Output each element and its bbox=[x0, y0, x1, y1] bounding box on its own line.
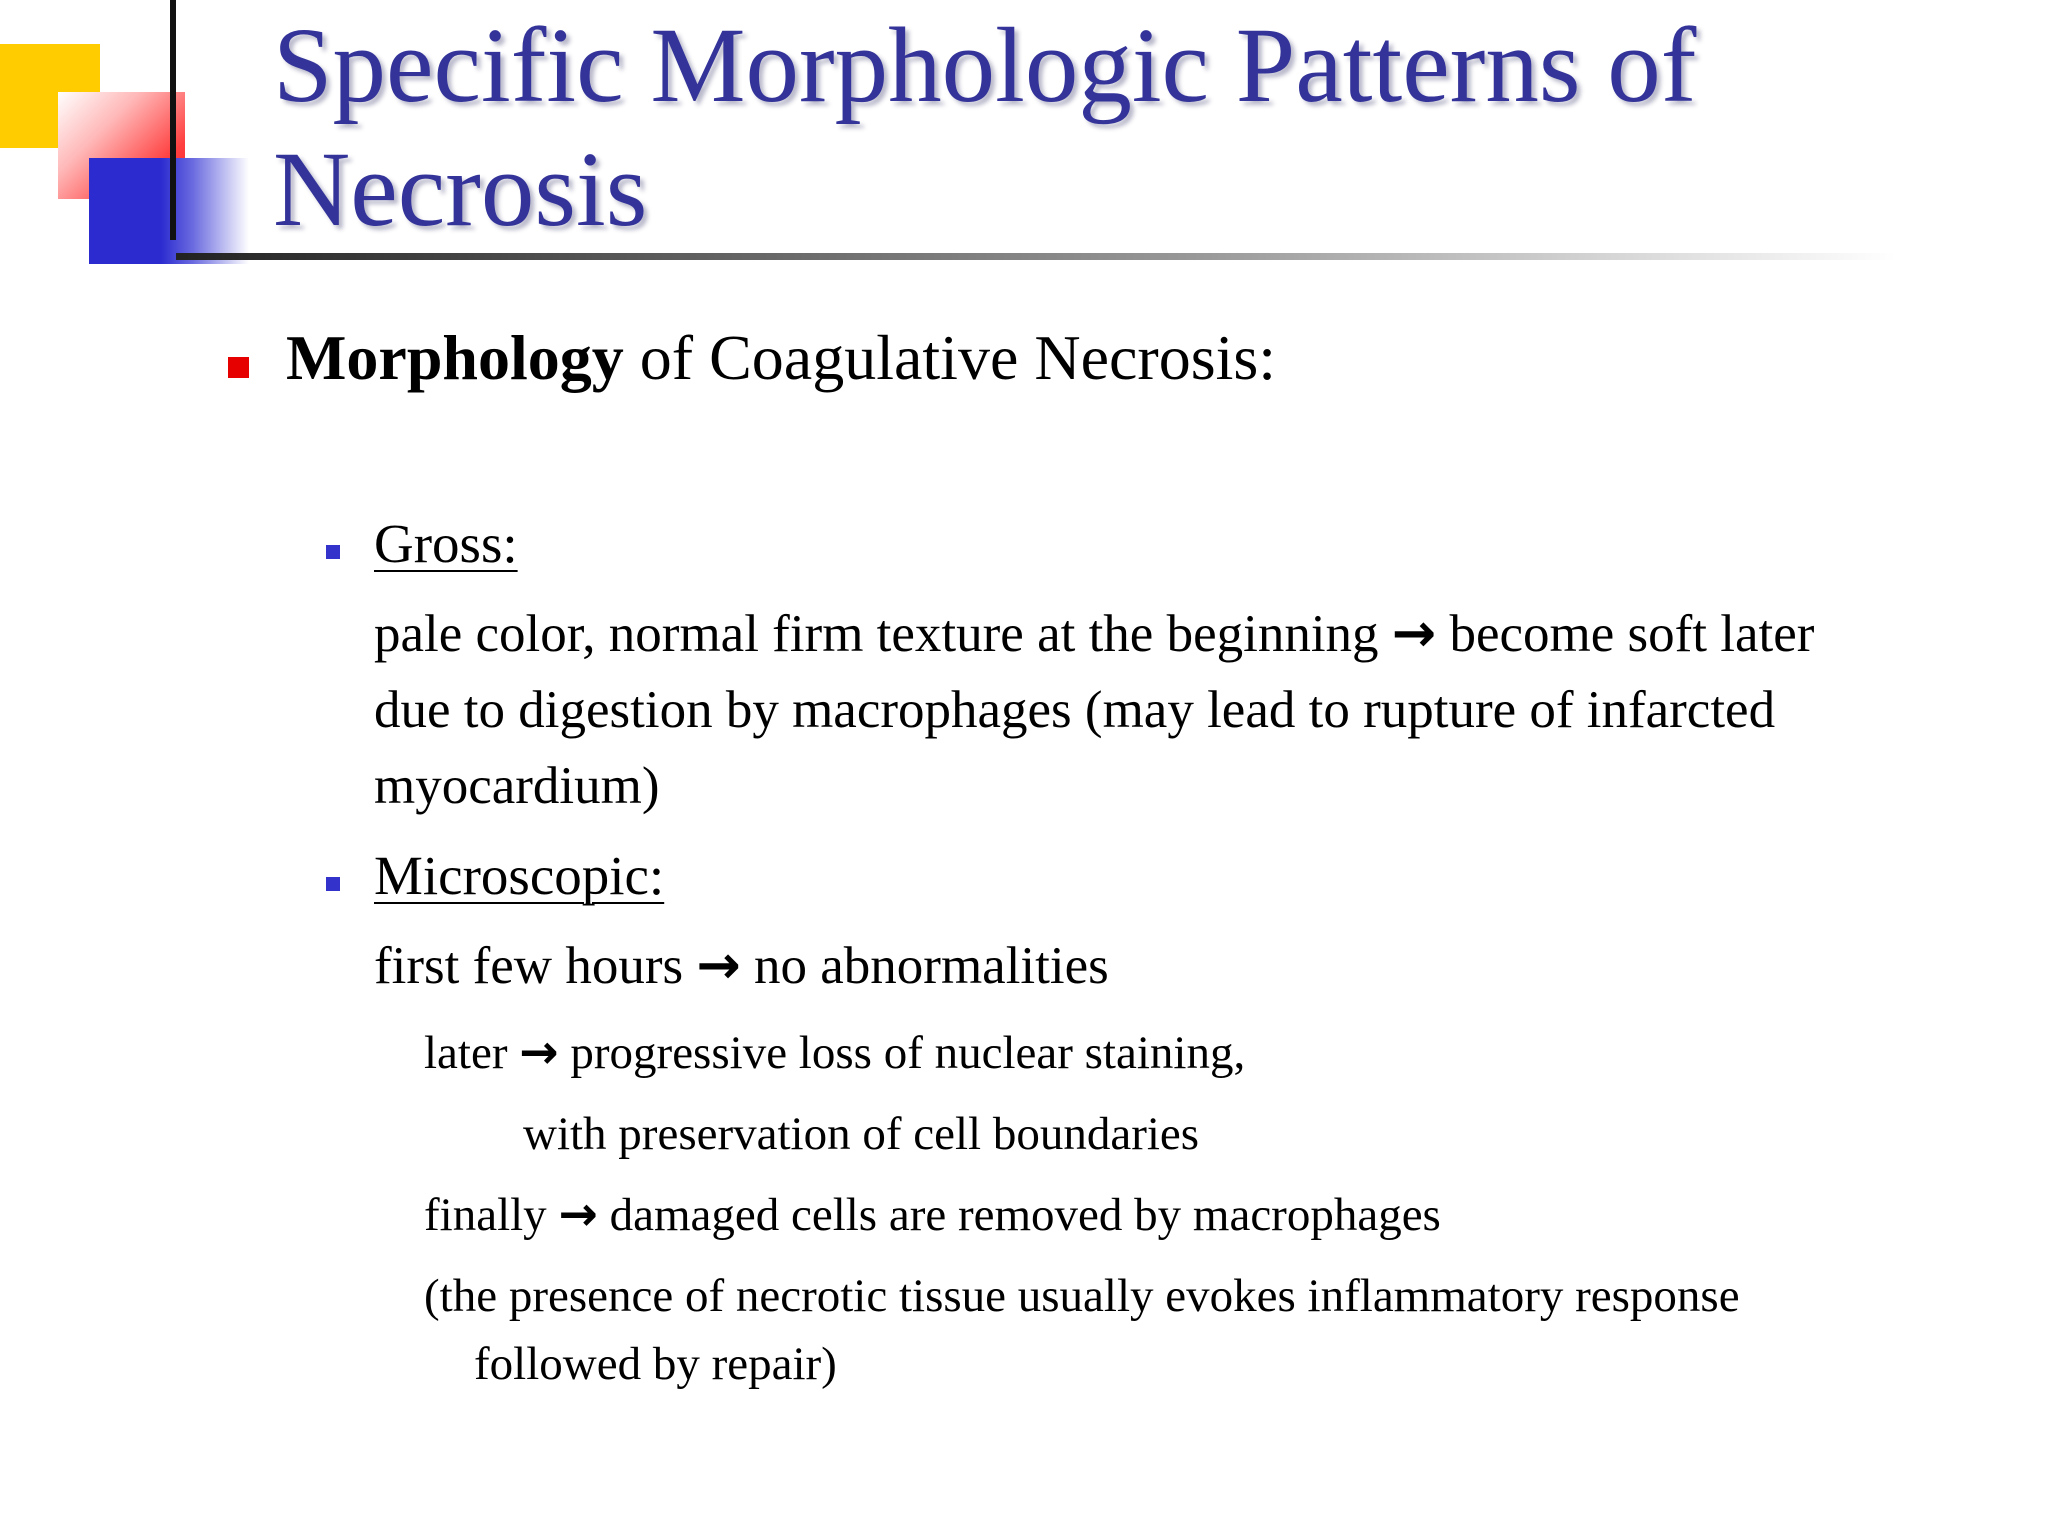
title-underline bbox=[176, 253, 1896, 260]
arrow-right-icon: → bbox=[519, 1025, 559, 1080]
main-bullet-bold: Morphology bbox=[286, 322, 624, 393]
gross-line-3: myocardium) bbox=[374, 757, 660, 815]
gross-line-1 bbox=[374, 596, 1814, 672]
gross-line-1b: become soft later bbox=[1449, 605, 1815, 663]
arrow-right-icon: → bbox=[696, 935, 741, 996]
slide-title bbox=[273, 4, 2013, 252]
gross-line-2: due to digestion by macrophages (may lead to rupture of infarcted bbox=[374, 681, 1776, 739]
gross-line-1a: pale color, normal firm texture at the beginning bbox=[374, 605, 1379, 663]
microscopic-heading: Microscopic: bbox=[374, 845, 665, 906]
slide-title-line-2: Necrosis bbox=[273, 131, 648, 249]
arrow-right-icon: → bbox=[1391, 603, 1437, 664]
micro-finally-a: finally bbox=[424, 1189, 559, 1241]
main-bullet-text bbox=[286, 318, 1276, 398]
microscopic-note-1: (the presence of necrotic tissue usually evokes inflammatory response bbox=[424, 1270, 1740, 1322]
micro-later-b: progressive loss of nuclear staining, bbox=[558, 1027, 1246, 1079]
micro-later-a: later bbox=[424, 1027, 520, 1079]
bullet-square-icon bbox=[326, 877, 340, 891]
microscopic-later bbox=[424, 1022, 1245, 1084]
gross-heading: Gross: bbox=[374, 513, 518, 574]
arrow-right-icon: → bbox=[558, 1187, 598, 1242]
micro-finally-b: damaged cells are removed by macrophages bbox=[597, 1189, 1441, 1241]
bullet-square-icon bbox=[228, 357, 249, 378]
main-bullet-rest: of Coagulative Necrosis: bbox=[623, 322, 1277, 393]
micro-line-1b: no abnormalities bbox=[740, 937, 1109, 995]
microscopic-note-2: followed by repair) bbox=[474, 1338, 837, 1390]
slide-title-line-1: Specific Morphologic Patterns of bbox=[273, 7, 1697, 125]
microscopic-line-1 bbox=[374, 928, 1109, 1004]
microscopic-finally bbox=[424, 1184, 1441, 1246]
micro-line-1a: first few hours bbox=[374, 937, 697, 995]
decor-vertical-line bbox=[170, 0, 176, 240]
microscopic-later-cont: with preservation of cell boundaries bbox=[523, 1108, 1200, 1160]
decor-blue-square bbox=[89, 158, 249, 264]
bullet-square-icon bbox=[326, 545, 340, 559]
